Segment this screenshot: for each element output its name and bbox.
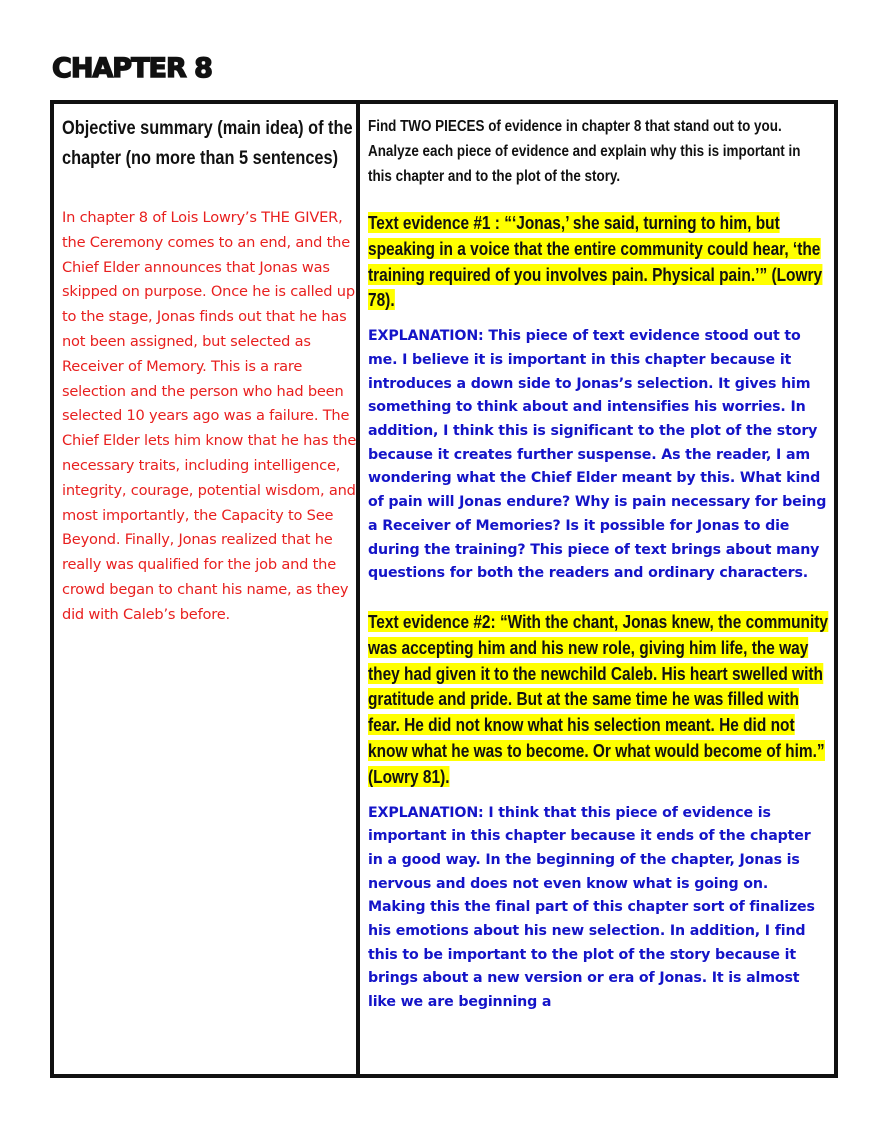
explanation-2: EXPLANATION: I think that this piece of evidence is important in this chapter because it ends of the chapter in a good way. In the beginning of the chapter, Jonas is nervous and does not even know what is going on. Making this the final part of this chapter sort of finalizes his emotions about his new selection. In addition, I find this to be important to the plot of the story because it brings about a new version or era of Jonas. It is almost like we are beginning a (368, 804, 815, 1011)
explanation-1: EXPLANATION: This piece of text evidence stood out to me. I believe it is important in this chapter because it introduces a down side to Jonas’s selection. It gives him something to think about and intensifies his worries. In addition, I think this is significant to the plot of the story because it creates further suspense. As the reader, I am wondering what the Chief Elder meant by this. What kind of pain will Jonas endure? Why is pain necessary for being a Receiver of Memories? Is it possible for Jonas to die during the training? This piece of text brings about many questions for both the readers and ordinary characters. (368, 328, 827, 582)
evidence-highlight: Text evidence #2: “With the chant, Jonas knew, the community was accepting him and his new role, giving him life, the way they had given it to the newchild Caleb. His heart swelled with gratitude and pride. But at the same time he was filled with fear. He did not know what his selection meant. He did not know what he was to become. Or what would become of him.” (Lowry 81). (368, 610, 828, 787)
evidence-prompt: Find TWO PIECES of evidence in chapter 8 that stand out to you. Analyze each piece of evidence and explain why this is important in this chapter and to the plot of the story. (368, 118, 801, 185)
summary-prompt: Objective summary (main idea) of the chapter (no more than 5 sentences) (62, 118, 353, 169)
evidence-column (360, 104, 834, 1074)
summary-column (54, 104, 360, 1074)
page-title: CHAPTER 8 (52, 53, 212, 84)
summary-answer: In chapter 8 of Lois Lowry’s THE GIVER, the Ceremony comes to an end, and the Chief Elder announces that Jonas was skipped on purpose. Once he is called up to the stage, Jonas finds out that he has not been assigned, but selected as Receiver of Memory. This is a rare selection and the person who had been selected 10 years ago was a failure. The Chief Elder lets him know that he has the necessary traits, including intelligence, integrity, courage, potential wisdom, and most importantly, the Capacity to See Beyond. Finally, Jonas realized that he really was qualified for the job and the crowd began to chant his name, as they did with Caleb’s before. (62, 209, 357, 623)
worksheet-table (50, 100, 838, 1078)
text-evidence-2 (368, 609, 832, 790)
evidence-highlight: Text evidence #1 : “‘Jonas,’ she said, turning to him, but speaking in a voice that the entire community could hear, ‘the training required of you involves pain. Physical pain.’” (Lowry 78). (368, 212, 823, 311)
text-evidence-1 (368, 210, 832, 313)
